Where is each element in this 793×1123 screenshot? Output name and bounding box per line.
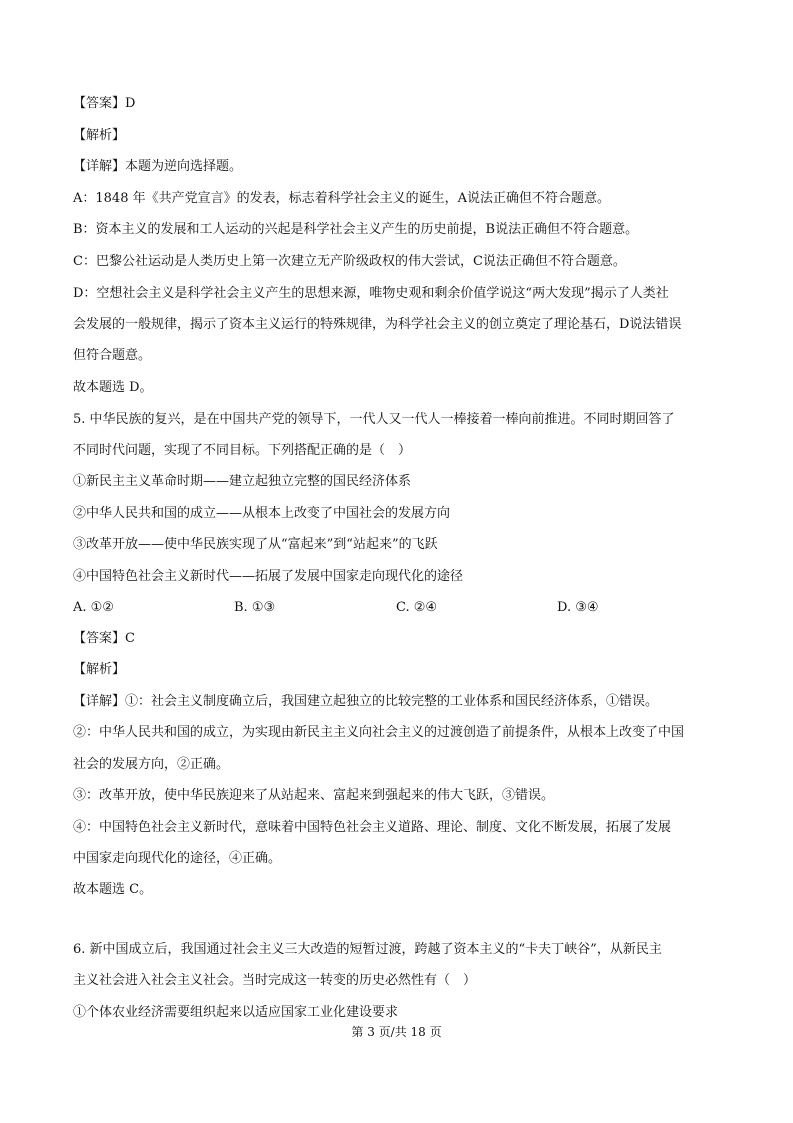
q5-item: ①新民主主义革命时期——建立起独立完整的国民经济体系 (73, 474, 412, 489)
q4-detail-line: C：巴黎公社运动是人类历史上第一次建立无产阶级政权的伟大尝试，C说法正确但不符合题意。 (73, 254, 626, 269)
q5-analysis-label: 【解析】 (73, 662, 126, 677)
q6-stem-line: 主义社会进入社会主义社会。当时完成这一转变的历史必然性有（ ） (73, 973, 477, 988)
q4-conclusion: 故本题选 D。 (73, 380, 153, 395)
q4-detail-line: 会发展的一般规律，揭示了资本主义运行的特殊规律，为科学社会主义的创立奠定了理论基石，D说法错误 (73, 317, 682, 332)
q4-detail-line: A：1848 年《共产党宣言》的发表，标志着科学社会主义的诞生，A说法正确但不符合题意。 (73, 191, 610, 206)
q4-answer: 【答案】D (73, 96, 136, 111)
q6-stem-line: 6. 新中国成立后，我国通过社会主义三大改造的短暂过渡，跨越了资本主义的“卡夫丁峡谷”，从新民主 (73, 942, 662, 957)
q5-answer: 【答案】C (73, 631, 135, 646)
q5-option-d: D. ③④ (557, 600, 599, 615)
q4-detail-line: 但符合题意。 (73, 348, 152, 363)
q5-detail-line: ④：中国特色社会主义新时代，意味着中国特色社会主义道路、理论、制度、文化不断发展，拓展了发展 (73, 820, 672, 835)
q5-conclusion: 故本题选 C。 (73, 882, 153, 897)
q5-detail-line: 【详解】①：社会主义制度确立后，我国建立起独立的比较完整的工业体系和国民经济体系，①错误。 (73, 694, 659, 709)
q5-option-c: C. ②④ (396, 600, 438, 615)
q5-detail-line: ③：改革开放，使中华民族迎来了从站起来、富起来到强起来的伟大飞跃，③错误。 (73, 788, 555, 803)
q5-item: ②中华人民共和国的成立——从根本上改变了中国社会的发展方向 (73, 506, 451, 521)
q5-option-a: A. ①② (73, 600, 114, 615)
q6-item: ①个体农业经济需要组织起来以适应国家工业化建设要求 (73, 1005, 399, 1020)
q5-item: ③改革开放——使中华民族实现了从“富起来”到“站起来”的飞跃 (73, 537, 438, 552)
q4-detail-line: D：空想社会主义是科学社会主义产生的思想来源，唯物史观和剩余价值学说这“两大发现”揭示了人类社 (73, 286, 669, 301)
q5-detail-line: 中国家走向现代化的途径，④正确。 (73, 851, 282, 866)
q5-detail-line: ②：中华人民共和国的成立，为实现由新民主主义向社会主义的过渡创造了前提条件，从根本上改变了中国 (73, 725, 685, 740)
q5-detail-line: 社会的发展方向，②正确。 (73, 757, 230, 772)
q5-item: ④中国特色社会主义新时代——拓展了发展中国家走向现代化的途径 (73, 569, 464, 584)
page-number: 第 3 页/共 18 页 (351, 1025, 442, 1039)
q4-detail-line: B：资本主义的发展和工人运动的兴起是科学社会主义产生的历史前提，B说法正确但不符合题意。 (73, 222, 639, 237)
q5-stem-line: 不同时代问题，实现了不同目标。下列搭配正确的是（ ） (73, 443, 412, 458)
q4-detail-line: 【详解】本题为逆向选择题。 (73, 159, 243, 174)
q5-option-b: B. ①③ (234, 600, 276, 615)
q4-analysis-label: 【解析】 (73, 128, 126, 143)
q5-stem-line: 5. 中华民族的复兴，是在中国共产党的领导下，一代人又一代人一棒接着一棒向前推进。不同时期回答了 (73, 412, 675, 427)
